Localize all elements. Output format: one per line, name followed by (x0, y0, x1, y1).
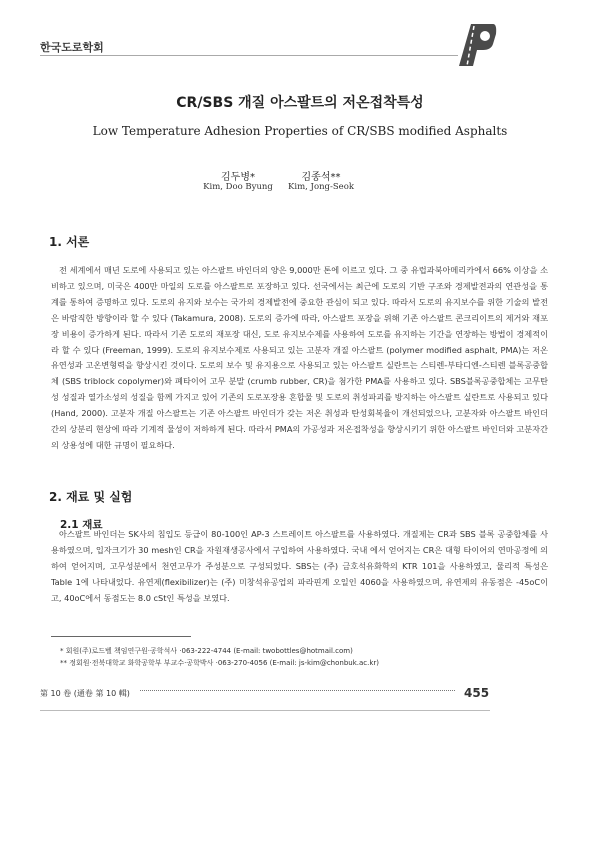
author-2-korean: 김종석** (301, 172, 341, 183)
section-2-heading: 2. 재료 및 실험 (49, 490, 133, 504)
paper-title-english: Low Temperature Adhesion Properties of CR/SBS modified Asphalts (92, 124, 508, 138)
author-2-english: Kim, Jong-Seok (288, 182, 354, 192)
page-number: 455 (464, 686, 490, 700)
journal-name: 한국도로학회 (40, 41, 104, 54)
footnote-rule (51, 636, 191, 637)
header-rule (40, 55, 458, 56)
footer-volume: 第 10 卷 (通卷 第 10 輯) (40, 689, 130, 698)
subsection-2-1-body: 아스팔트 바인더는 SK사의 침입도 등급이 80-100인 AP-3 스트레이트 아스팔트를 사용하였다. 개질제는 CR과 SBS 블록 공중합체를 사용하였으며, 입자크기가 30 mesh인 CR을 자원재생공사에서 구입하여 사용하였다. 국내 에서 얻어지는 CR은 대형 타이어의 연마공정에 의하여 얻어지며, 고무성분에서 천연고무가 주성분으로 구성되었다. SBS는 (주) 금호석유화학의 KTR 101을 사용하였고, 물리적 특성은 Table 1에 나타내었다. 유연제(flexibilizer)는 (주) 미창석유공업의 파라핀계 오일인 4060을 사용하였으며, 유연제의 유동점은 -45oC이고, 40oC에서 동점도는 8.0 cSt인 특성을 보였다. (51, 529, 548, 603)
author-1-english: Kim, Doo Byung (203, 182, 273, 192)
paper-title-korean: CR/SBS 개질 아스팔트의 저온접착특성 (176, 95, 424, 111)
footnote-1: * 회원(주)로드벨 책임연구원·공학석사 ·063-222-4744 (E-mail: twobottles@hotmail.com) (60, 647, 353, 655)
footer-rule (40, 710, 490, 711)
road-logo-icon (453, 22, 497, 68)
footer-dotted-leader (140, 690, 455, 691)
footnote-2: ** 정회원·전북대학교 화학공학부 부교수·공학박사 ·063-270-4056 (E-mail: js-kim@chonbuk.ac.kr) (60, 659, 380, 667)
section-1-body: 전 세계에서 매년 도로에 사용되고 있는 아스팔트 바인더의 양은 9,000만 톤에 이르고 있다. 그 중 유럽과북아메리카에서 66% 이상을 소비하고 있으며, 미국은 400만 마일의 도로를 아스팔트로 포장하고 있다. 선국에서는 최근에 도로의 기반 구조와 경제발전과의 연관성을 통계를 통하여 증명하고 있다. 도로의 유지와 보수는 국가의 경제발전에 중요한 관심이 되고 있다. 따라서 도로의 유지보수를 위한 기술의 발전은 바람직한 방향이라 할 수 있다 (Takamura, 2008). 도로의 증가에 따라, 아스팔트 포장을 위해 기존 아스팔트 콘크리이트의 제거와 재포장 비용이 증가하게 된다. 따라서 기존 도로의 재포장 대신, 도로 유지보수제를 사용하여 도로를 유지하는 기간을 연장하는 방법이 경제적이라 할 수 있다 (Freeman, 1999). 도로의 유지보수제로 사용되고 있는 고분자 개질 아스팔트 (polymer modified asphalt, PMA)는 저온유연성과 고온변형력을 향상시킨 것이다. 도로의 보수 및 유지용으로 사용되고 있는 아스팔트 실란트는 스티렌-부타디엔-스티렌 블록공중합체 (SBS triblock copolymer)와 폐타이어 고무 분말 (crumb rubber, CR)을 첨가한 PMA를 사용하고 있다. SBS블록공중합체는 고무탄성 성질과 열가소성의 성질을 함께 가지고 있어 기존의 도로포장용 혼합물 및 도로의 취성파괴를 방지하는 아스팔트 실란트로 사용되고 있다 (Hand, 2000). 고분자 개질 아스팔트는 기존 아스팔트 바인더가 갖는 저온 취성과 탄성회복율이 개선되었으나, 고분자와 아스팔트 바인더간의 상분리 현상에 따라 기계적 물성이 저하하게 된다. 따라서 PMA의 가공성과 저온접착성을 향상시키기 위한 아스팔트 바인더와 고분자간의 상용성에 대한 규명이 필요하다. (51, 265, 548, 450)
author-1-korean: 김두병* (221, 172, 255, 183)
subsection-2-1-heading: 2.1 재료 (60, 519, 103, 531)
section-1-heading: 1. 서론 (49, 235, 90, 249)
